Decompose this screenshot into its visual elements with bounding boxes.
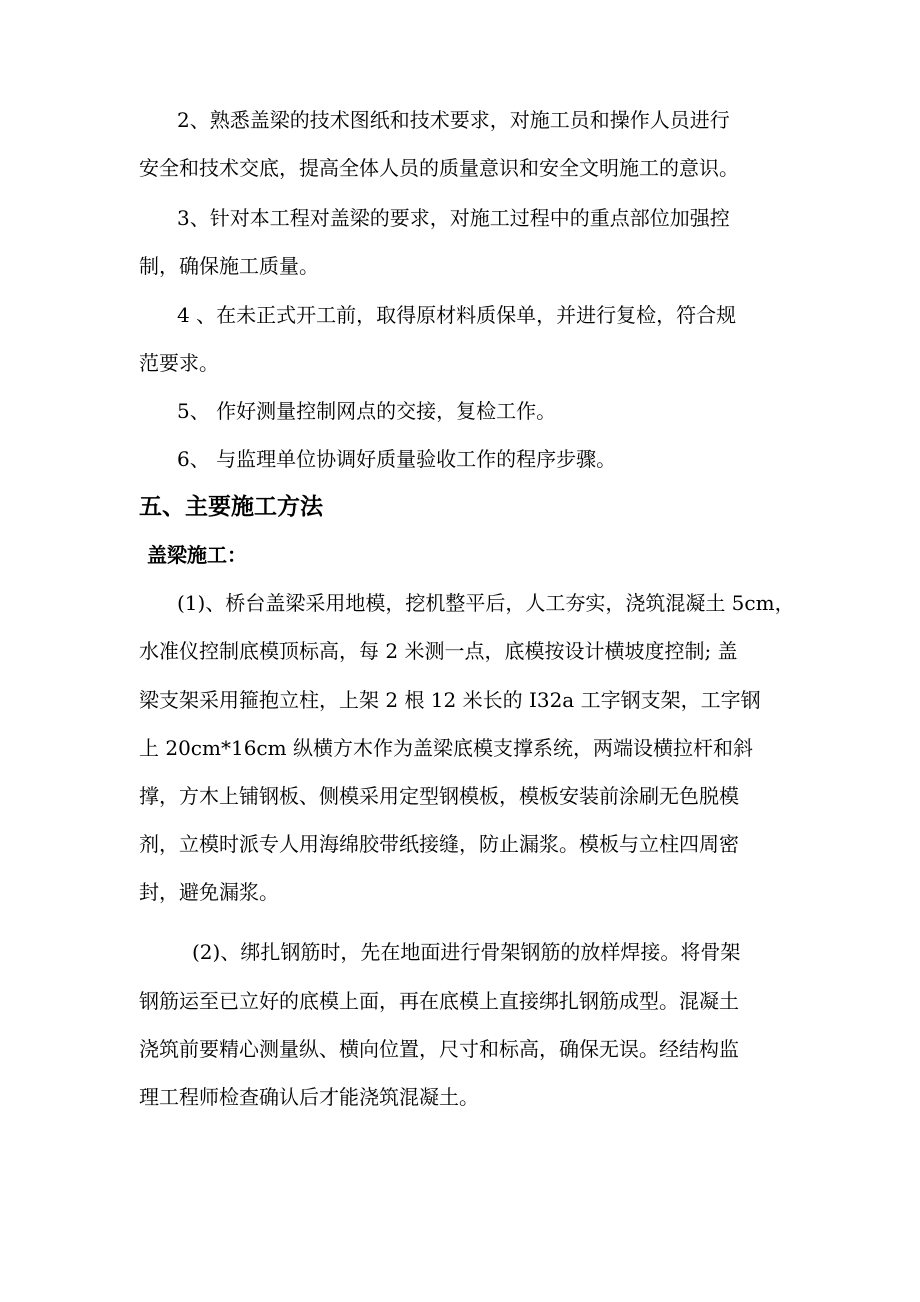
para-1-line-6: 剂，立模时派专人用海绵胶带纸接缝，防止漏浆。模板与立柱四周密 [139,832,739,856]
item-2-line-2: 安全和技术交底，提高全体人员的质量意识和安全文明施工的意识。 [139,156,739,180]
para-2-line-3: 浇筑前要精心测量纵、横向位置，尺寸和标高，确保无误。经结构监 [139,1037,739,1061]
item-5-line-1: 5、 作好测量控制网点的交接，复检工作。 [177,399,557,423]
para-1-line-7: 封，避免漏浆。 [139,880,279,904]
item-3-line-2: 制，确保施工质量。 [139,254,319,278]
para-1-line-1: (1)、桥台盖梁采用地模，挖机整平后，人工夯实，浇筑混凝土 5cm， [177,591,795,615]
para-2-line-2: 钢筋运至已立好的底模上面，再在底模上直接绑扎钢筋成型。混凝土 [139,989,739,1013]
item-2-line-1: 2、熟悉盖梁的技术图纸和技术要求，对施工员和操作人员进行 [177,108,730,132]
para-1-line-2: 水准仪控制底模顶标高，每 2 米测一点，底模按设计横坡度控制; 盖 [139,639,738,663]
para-1-line-3: 梁支架采用箍抱立柱，上架 2 根 12 米长的 I32a 工字钢支架，工字钢 [139,688,761,712]
para-2-line-4: 理工程师检查确认后才能浇筑混凝土。 [139,1085,479,1109]
para-1-line-5: 撑，方木上铺钢板、侧模采用定型钢模板，模板安装前涂刷无色脱模 [139,784,739,808]
item-4-line-1: 4 、在未正式开工前，取得原材料质保单，并进行复检，符合规 [177,303,737,327]
item-4-line-2: 范要求。 [139,351,219,375]
para-1-line-4: 上 20cm*16cm 纵横方木作为盖梁底模支撑系统，两端设横拉杆和斜 [139,736,753,760]
item-3-line-1: 3、针对本工程对盖梁的要求，对施工过程中的重点部位加强控 [177,206,730,230]
section-title: 五、主要施工方法 [139,493,323,520]
para-2-line-1: (2)、绑扎钢筋时，先在地面进行骨架钢筋的放样焊接。将骨架 [192,940,741,964]
item-6-line-1: 6、 与监理单位协调好质量验收工作的程序步骤。 [177,447,617,471]
section-subtitle: 盖梁施工： [147,543,247,567]
